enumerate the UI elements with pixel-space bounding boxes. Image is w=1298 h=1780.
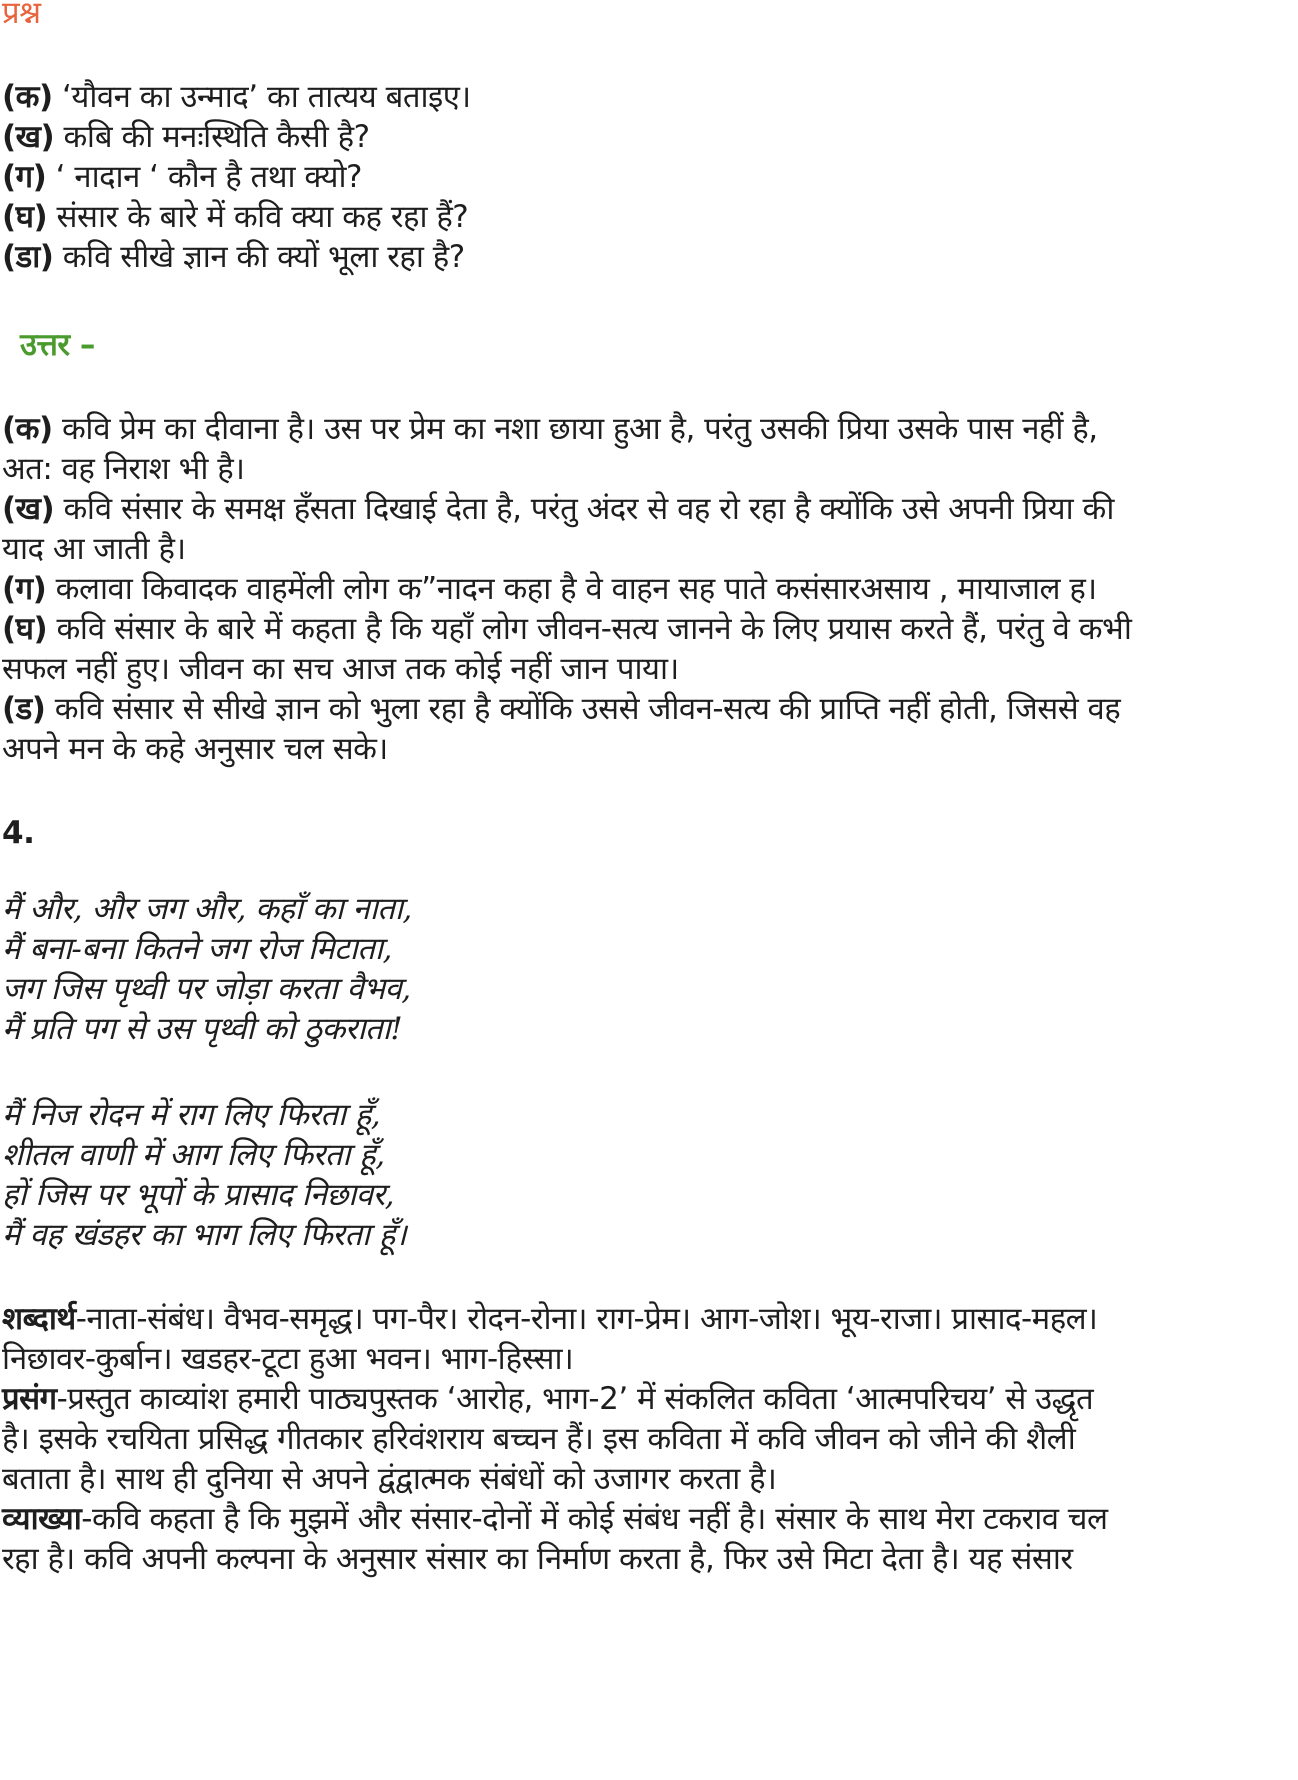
question-label: (घ)	[2, 199, 48, 235]
vyakhya-text: -कवि कहता है कि मुझमें और संसार-दोनों में कोई संबंध नहीं है। संसार के साथ मेरा टकराव चल	[81, 1501, 1108, 1537]
answer-text: कलावा किवादक वाहमेंली लोग क”नादन कहा है वे वाहन सह पाते कसंसारअसाय , मायाजाल ह।	[46, 571, 1097, 607]
prasang-line3: बताता है। साथ ही दुनिया से अपने द्वंद्वात्मक संबंधों को उजागर करता है।	[2, 1461, 777, 1497]
prasang-text: -प्रस्तुत काव्यांश हमारी पाठ्यपुस्तक ‘आरोह, भाग-2’ में संकलित कविता ‘आत्मपरिचय’ से उद्धृत	[56, 1381, 1094, 1417]
question-label: (ख)	[2, 119, 55, 155]
answer-da-line2: अपने मन के कहे अनुसार चल सके।	[2, 731, 388, 767]
question-label: (डा)	[2, 239, 54, 275]
answer-label: (ग)	[2, 571, 47, 607]
shabdarth-text: -नाता-संबंध। वैभव-समृद्ध। पग-पैर। रोदन-रोना। राग-प्रेम। आग-जोश। भूय-राजा। प्रासाद-महल।	[75, 1301, 1098, 1337]
question-text: कवि सीखे ज्ञान की क्यों भूला रहा है?	[53, 239, 465, 275]
vyakhya-label: व्याख्या	[2, 1501, 82, 1537]
answer-text: कवि प्रेम का दीवाना है। उस पर प्रेम का नशा छाया हुआ है, परंतु उसकी प्रिया उसके पास नहीं है,	[52, 411, 1098, 447]
question-text: कबि की मनःस्थिति कैसी है?	[54, 119, 370, 155]
answer-label: (क)	[2, 411, 53, 447]
poem-line: मैं वह खंडहर का भाग लिए फिरता हूँ।	[2, 1217, 407, 1253]
question-text: ‘ नादान ‘ कौन है तथा क्यो?	[46, 159, 362, 195]
shabdarth-line2: निछावर-कुर्बान। खडहर-टूटा हुआ भवन। भाग-हिस्सा।	[2, 1341, 574, 1377]
poem-line: मैं बना-बना कितने जग रोज मिटाता,	[2, 931, 392, 967]
prasang-label: प्रसंग	[2, 1381, 57, 1417]
poem-line: हों जिस पर भूपों के प्रासाद निछावर,	[2, 1177, 395, 1213]
question-text: संसार के बारे में कवि क्या कह रहा हैं?	[47, 199, 469, 235]
question-text: ‘यौवन का उन्माद’ का तात्यय बताइए।	[52, 79, 471, 115]
answer-kha-line2: याद आ जाती है।	[2, 531, 186, 567]
question-da	[2, 234, 465, 280]
answer-label: (ख)	[2, 491, 55, 527]
poem-line: जग जिस पृथ्वी पर जोड़ा करता वैभव,	[2, 971, 411, 1007]
question-label: (क)	[2, 79, 53, 115]
poem-line: मैं निज रोदन में राग लिए फिरता हूँ,	[2, 1097, 381, 1133]
prasang-line2: है। इसके रचयिता प्रसिद्ध गीतकार हरिवंशराय बच्चन हैं। इस कविता में कवि जीवन को जीने की शैली	[2, 1421, 1076, 1457]
prashna-heading: प्रश्न	[2, 0, 41, 31]
answer-text: कवि संसार के समक्ष हँसता दिखाई देता है, परंतु अंदर से वह रो रहा है क्योंकि उसे अपनी प्रिया की	[54, 491, 1114, 527]
answer-text: कवि संसार से सीखे ज्ञान को भुला रहा है क्योंकि उससे जीवन-सत्य की प्राप्ति नहीं होती, जिससे वह	[45, 691, 1121, 727]
section-number: 4.	[2, 815, 35, 851]
answer-label: (ड)	[2, 691, 46, 727]
poem-line: मैं प्रति पग से उस पृथ्वी को ठुकराता!	[2, 1011, 403, 1047]
answer-label: (घ)	[2, 611, 48, 647]
poem-line: मैं और, और जग और, कहाँ का नाता,	[2, 891, 412, 927]
answer-gha-line2: सफल नहीं हुए। जीवन का सच आज तक कोई नहीं जान पाया।	[2, 651, 679, 687]
answer-text: कवि संसार के बारे में कहता है कि यहाँ लोग जीवन-सत्य जानने के लिए प्रयास करते हैं, परंतु वे कभी	[47, 611, 1132, 647]
poem-line: शीतल वाणी में आग लिए फिरता हूँ,	[2, 1137, 385, 1173]
uttar-heading: उत्तर –	[20, 327, 95, 363]
answer-ka-line2: अत: वह निराश भी है।	[2, 451, 245, 487]
shabdarth-label: शब्दार्थ	[2, 1301, 76, 1337]
vyakhya-line2: रहा है। कवि अपनी कल्पना के अनुसार संसार का निर्माण करता है, फिर उसे मिटा देता है। यह संसार	[2, 1541, 1073, 1577]
question-label: (ग)	[2, 159, 47, 195]
